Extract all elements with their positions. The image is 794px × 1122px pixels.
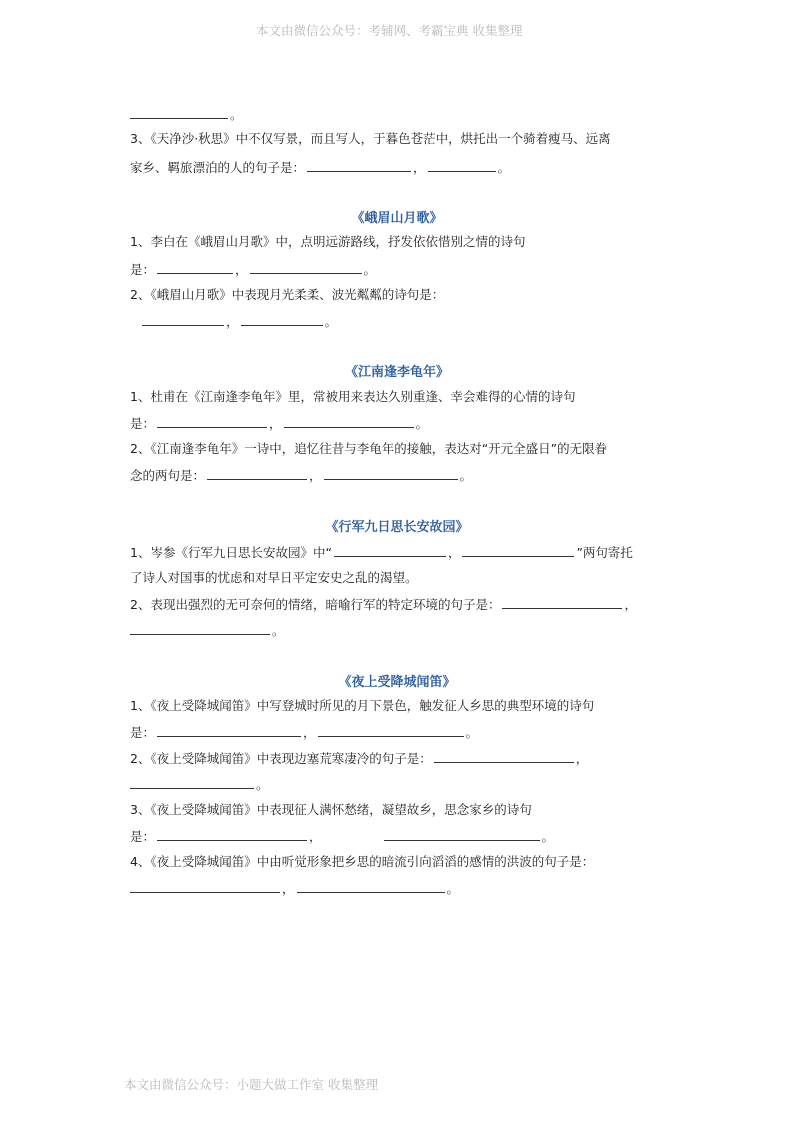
answer-blank[interactable] bbox=[324, 466, 458, 480]
answer-blank[interactable] bbox=[250, 260, 362, 274]
emei-q2-line1: 2、《峨眉山月歌》中表现月光柔柔、波光粼粼的诗句是： bbox=[130, 287, 445, 302]
answer-blank[interactable] bbox=[297, 879, 445, 893]
emei-q2-answer-line: ， 。 bbox=[142, 312, 337, 331]
emei-q1-line2: 是： ， 。 bbox=[130, 262, 377, 277]
yeshang-q1-line1: 1、《夜上受降城闻笛》中写登城时所见的月下景色，触发征人乡思的典型环境的诗句 bbox=[130, 698, 595, 713]
answer-blank[interactable] bbox=[241, 312, 323, 326]
answer-blank[interactable] bbox=[157, 723, 301, 737]
answer-blank[interactable] bbox=[130, 775, 254, 789]
answer-blank[interactable] bbox=[384, 827, 540, 841]
prev-q3-line1: 3、《天净沙·秋思》中不仅写景，而且写人，于暮色苍茫中，烘托出一个骑着瘦马、远离 bbox=[130, 131, 611, 146]
answer-blank[interactable] bbox=[334, 543, 446, 557]
answer-blank[interactable] bbox=[207, 466, 307, 480]
answer-blank[interactable] bbox=[157, 260, 233, 274]
xingjun-q2-line1: 2、表现出强烈的无可奈何的情绪，暗喻行军的特定环境的句子是： ， bbox=[130, 597, 637, 612]
answer-blank[interactable] bbox=[307, 158, 411, 172]
answer-blank[interactable] bbox=[142, 312, 224, 326]
yeshang-q2-line1: 2、《夜上受降城闻笛》中表现边塞荒寒凄冷的句子是： ， bbox=[130, 751, 589, 766]
jiangnan-q1-line1: 1、杜甫在《江南逢李龟年》里，常被用来表达久别重逢、幸会难得的心情的诗句 bbox=[130, 389, 576, 404]
answer-blank[interactable] bbox=[130, 621, 270, 635]
answer-blank[interactable] bbox=[502, 595, 622, 609]
xingjun-q2-answer-line: 。 bbox=[130, 621, 285, 640]
jiangnan-q2-line2: 念的两句是： ， 。 bbox=[130, 468, 473, 483]
section-title-jiangnan: 《江南逢李龟年》 bbox=[344, 365, 449, 380]
section-title-emei: 《峨眉山月歌》 bbox=[351, 211, 443, 226]
answer-blank[interactable] bbox=[284, 414, 414, 428]
answer-blank[interactable] bbox=[434, 749, 574, 763]
yeshang-q4-line1: 4、《夜上受降城闻笛》中由听觉形象把乡思的暗流引向滔滔的感情的洪波的句子是： bbox=[130, 854, 595, 869]
answer-blank[interactable] bbox=[428, 158, 496, 172]
yeshang-q2-answer-line: 。 bbox=[130, 775, 269, 794]
jiangnan-q1-line2: 是： ， 。 bbox=[130, 416, 429, 431]
answer-blank[interactable] bbox=[157, 414, 267, 428]
answer-blank[interactable] bbox=[157, 827, 307, 841]
emei-q1-line1: 1、李白在《峨眉山月歌》中，点明远游路线，抒发依依惜别之情的诗句 bbox=[130, 234, 526, 249]
watermark-bottom: 本文由微信公众号：小题大做工作室 收集整理 bbox=[124, 1077, 378, 1092]
answer-blank[interactable] bbox=[462, 543, 574, 557]
xingjun-q1-line2: 了诗人对国事的忧虑和对早日平定安史之乱的渴望。 bbox=[130, 570, 418, 585]
yeshang-q1-line2: 是： ， 。 bbox=[130, 725, 479, 740]
section-title-yeshang: 《夜上受降城闻笛》 bbox=[338, 675, 456, 690]
answer-blank[interactable] bbox=[130, 105, 228, 119]
prev-q2-answer-line: 。 bbox=[130, 105, 243, 124]
yeshang-q4-answer-line: ， 。 bbox=[130, 879, 459, 898]
jiangnan-q2-line1: 2、《江南逢李龟年》一诗中，追忆往昔与李龟年的接触，表达对“开元全盛日”的无限眷 bbox=[130, 441, 608, 456]
watermark-top: 本文由微信公众号：考辅网、考霸宝典 收集整理 bbox=[256, 23, 523, 38]
section-title-xingjun: 《行军九日思长安故园》 bbox=[325, 520, 469, 535]
answer-blank[interactable] bbox=[318, 723, 464, 737]
yeshang-q3-line1: 3、《夜上受降城闻笛》中表现征人满怀愁绪，凝望故乡，思念家乡的诗句 bbox=[130, 802, 532, 817]
yeshang-q3-line2: 是： ， 。 bbox=[130, 829, 555, 844]
xingjun-q1-line1: 1、岑参《行军九日思长安故园》中“ ， ”两句寄托 bbox=[130, 545, 633, 560]
prev-q3-line2: 家乡、羁旅漂泊的人的句子是： ， 。 bbox=[130, 160, 511, 175]
answer-blank[interactable] bbox=[130, 879, 280, 893]
